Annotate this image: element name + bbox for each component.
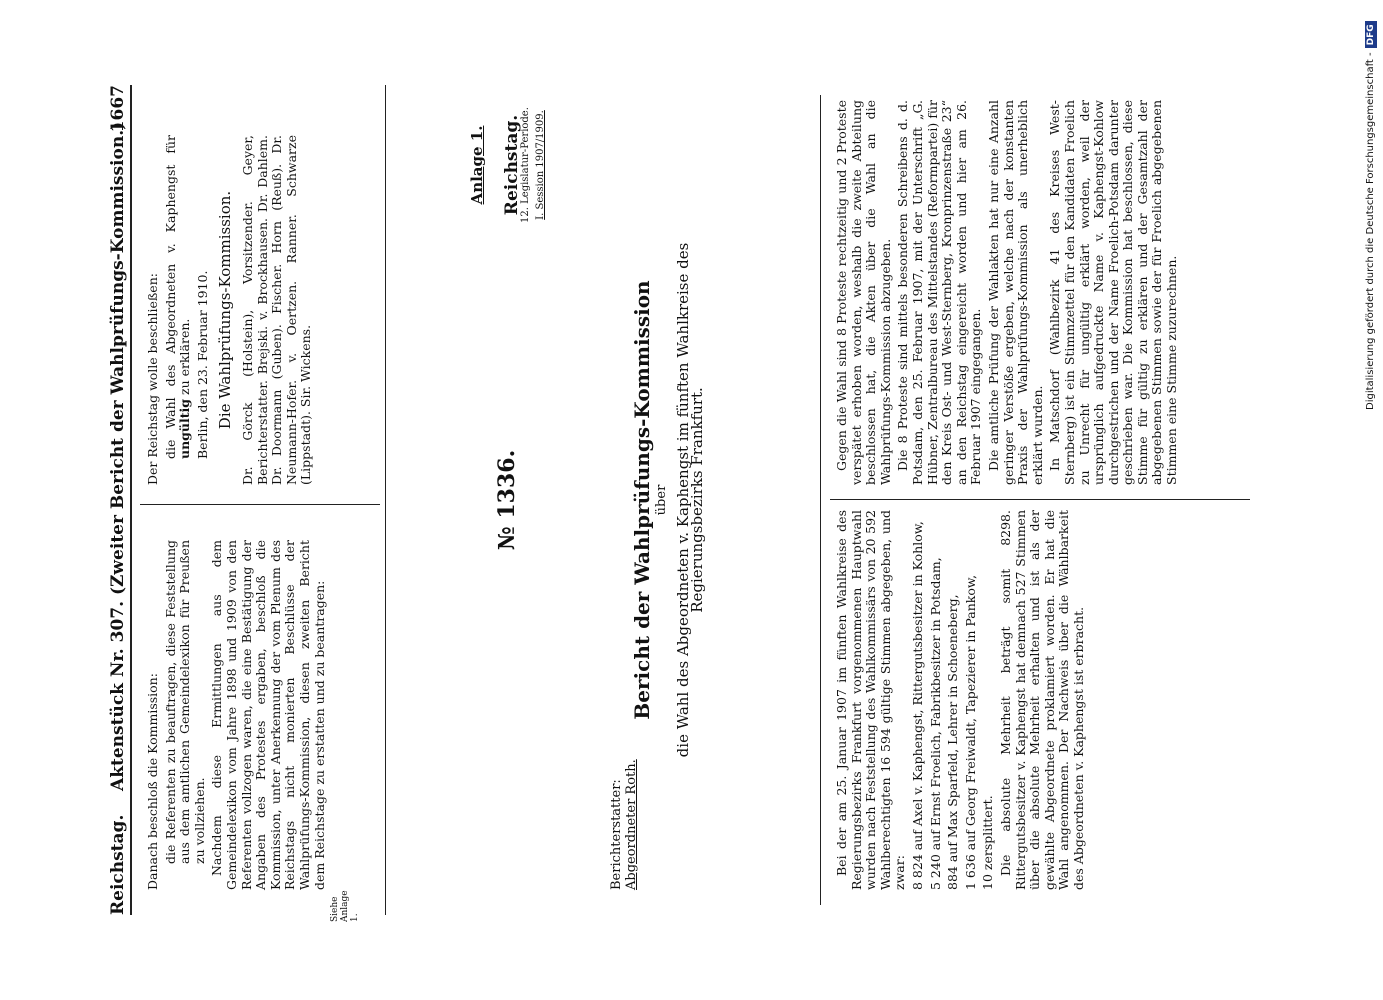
digitization-credit: Digitalisierung gefördert durch die Deutsche Forschungsgemeinschaft -DFG bbox=[1365, 21, 1377, 410]
report-title-block bbox=[494, 180, 707, 820]
resolution-text: die Wahl des Abgeordneten v. Kaphengst für ungültig zu erklären. bbox=[162, 135, 193, 459]
column-divider-upper bbox=[140, 504, 380, 505]
vote-item: 884 auf Max Sparfeld, Lehrer in Schoeneberg, bbox=[945, 594, 961, 890]
vote-item: 5 240 auf Ernst Froelich, Fabrikbesitzer in Potsdam, bbox=[927, 557, 943, 890]
anlage-session: I. Session 1907/1909. bbox=[534, 110, 546, 220]
commission-members: Dr. Görck (Holstein), Vorsitzender. Geyer, Berichterstatter. Brejski. v. Brockhausen. Dr. Dahlem. Dr. Doormann (Guben). Fischer. Horn (Reuß). Dr. Neumann-Hofer. v. Oertzen. Ranner. Schwarze (Lippstadt). Sir. Wickens. bbox=[239, 135, 314, 485]
report-title: Bericht der Wahlprüfungs-Kommission bbox=[629, 280, 654, 720]
vote-item: 8 824 auf Axel v. Kaphengst, Rittergutsbesitzer in Kohlow, bbox=[909, 521, 925, 890]
margin-note: Siehe Anlage 1. bbox=[330, 890, 360, 922]
column-divider-lower bbox=[830, 499, 1250, 500]
election-intro: Bei der am 25. Januar 1907 im fünften Wahlkreise des Regierungsbezirks Frankfurt vorgenommenen Hauptwahl wurden nach Feststellung des Wahlkommissärs von 20 592 Wahlberechtigten 16 594 gültige Stimmen abgegeben, und zwar: bbox=[834, 510, 908, 890]
page-header bbox=[108, 85, 128, 915]
anlage-label: Anlage 1. bbox=[468, 125, 486, 205]
resolution-intro: Der Reichstag wolle beschließen: bbox=[145, 273, 160, 485]
header-rule bbox=[130, 85, 132, 915]
report-ueber: über bbox=[654, 484, 670, 516]
vote-item: 1 636 auf Georg Freiwaldt, Tapezierer in Pankow, bbox=[962, 574, 978, 890]
commission-decision: Danach beschloß die Kommission: bbox=[145, 673, 160, 890]
majority-paragraph: Die absolute Mehrheit beträgt somit 8298. Rittergutsbesitzer v. Kaphengst hat demnach 527 Stimmen über die absolute Mehrheit erhalten und ist als der gewählte Abgeordnete proklamiert worden. Er hat die Wahl angenommen. Der Nachweis über die Wählbarkeit des Abgeordneten v. Kaphengst ist erbracht. bbox=[997, 510, 1086, 890]
upper-left-column bbox=[146, 540, 330, 890]
lower-left-column bbox=[835, 510, 1090, 890]
commission-signature: Die Wahlprüfungs-Kommission. bbox=[216, 190, 235, 430]
anlage-period: 12. Legislatur-Periode. bbox=[520, 107, 532, 223]
report-number: № 1336. bbox=[494, 449, 520, 551]
reporter-label: Berichterstatter: bbox=[609, 779, 624, 890]
protest-paragraph-1: Gegen die Wahl sind 8 Proteste rechtzeitig und 2 Proteste verspätet erhoben worden, weshalb die zweite Abteilung beschlossen hat, die Akten über die Wahl an die Wahlprüfungs-Kommission abzugeben. bbox=[834, 100, 893, 485]
section-rule bbox=[385, 85, 386, 915]
protest-paragraph-2: Die 8 Proteste sind mittels besonderen Schreibens d. d. Potsdam, den 25. Februar 1907, mit der Unterschrift „G. Hübner, Zentralbureau des Mittelstandes (Reformpartei) für den Kreis Ost- und West-Sternberg, Kronprinzenstraße 23“ an den Reichstag eingereicht worden und hier am 26. Februar 1907 eingegangen. bbox=[895, 100, 984, 485]
lower-right-column bbox=[835, 100, 1183, 485]
upper-right-column bbox=[146, 135, 317, 485]
header-title: Aktenstück Nr. 307. (Zweiter Bericht der Wahlprüfungs-Kommission.) bbox=[108, 121, 128, 791]
section-rule-lower bbox=[820, 95, 821, 905]
resolution-date: Berlin, den 23. Februar 1910. bbox=[194, 270, 210, 459]
instruction-text: die Referenten zu beauftragen, diese Feststellung aus dem amtlichen Gemeindelexikon für Preußen zu vollziehen. bbox=[162, 540, 207, 864]
vote-item: 10 zersplittert. bbox=[980, 795, 996, 890]
dfg-logo: DFG bbox=[1365, 21, 1377, 48]
protest-paragraph-4: In Matschdorf (Wahlbezirk 41 des Kreises West-Sternberg) ist ein Stimmzettel für den Kandidaten Froelich zu Unrecht für ungültig erklärt worden, weil der ursprünglich aufgedruckte Name v. Kaphengst-Kohlow durchgestrichen und der Name Froelich-Potsdam darunter geschrieben war. Die Kommission hat beschlossen, diese Stimme für gültig zu erklären und der Gesamtzahl der abgegebenen Stimmen sowie der für Froelich abgegebenen Stimmen eine Stimme zuzurechnen. bbox=[1047, 100, 1180, 485]
report-subject: die Wahl des Abgeordneten v. Kaphengst im fünften Wahlkreise des Regierungsbezirks Frankfurt. bbox=[673, 242, 707, 758]
anlage-reichstag: Reichstag. bbox=[501, 114, 522, 216]
header-left: Reichstag. bbox=[108, 814, 128, 915]
findings-paragraph: Nachdem diese Ermittlungen aus dem Gemeindelexikon vom Jahre 1898 und 1909 von den Referenten vollzogen waren, die eine Bestätigung der Angaben des Protestes ergaben, beschloß die Kommission, unter Anerkennung der vom Plenum des Reichstags nicht monierten Beschlüsse der Wahlprüfungs-Kommission, diesen zweiten Bericht dem Reichstage zu erstatten und zu beantragen: bbox=[209, 540, 327, 890]
page-number: 1667 bbox=[108, 85, 128, 133]
reporter-name: Abgeordneter Roth. bbox=[623, 759, 639, 890]
protest-paragraph-3: Die amtliche Prüfung der Wahlakten hat nur eine Anzahl geringer Verstöße ergeben, welche nach der konstanten Praxis der Wahlprüfungs-Kommission als unerheblich erklärt wurden. bbox=[985, 100, 1045, 485]
